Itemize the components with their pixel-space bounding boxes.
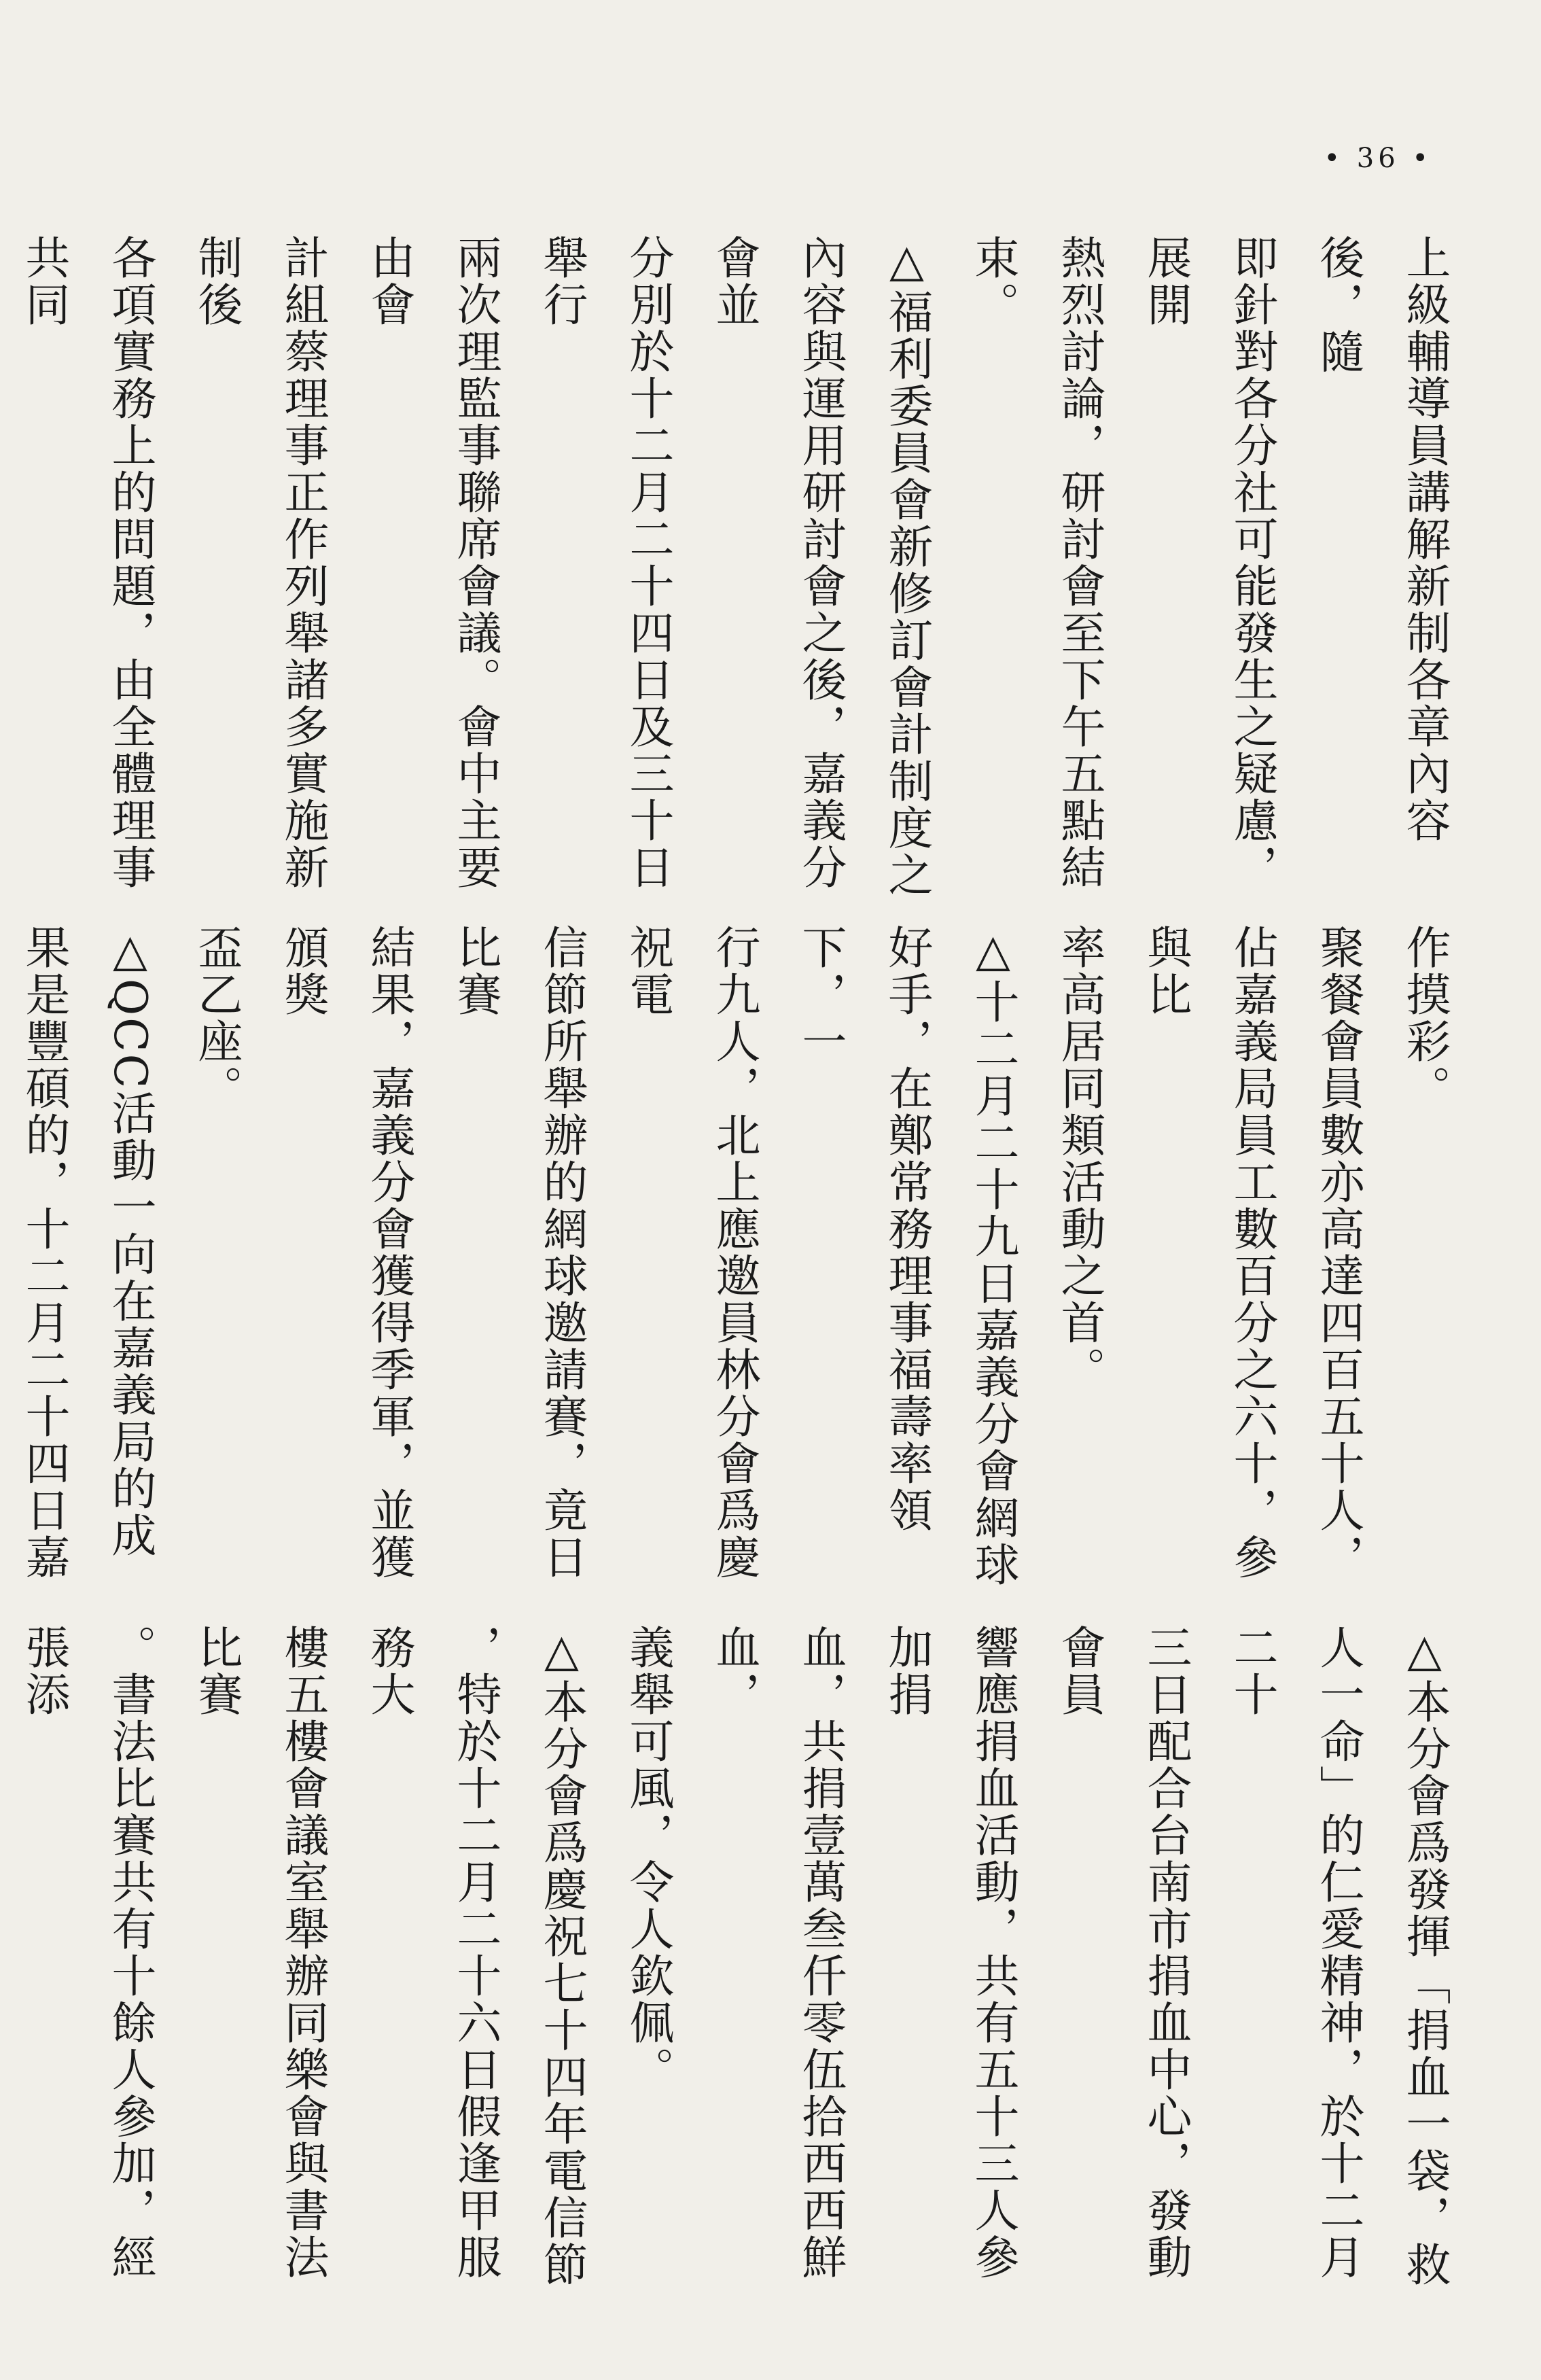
text-column: 上級輔導員講解新制各章內容後，隨: [1312, 234, 1451, 844]
text-band-bottom: [18, 1624, 1468, 2304]
page-number: • 36 •: [1324, 143, 1432, 174]
text-column: △QCC活動一向在嘉義局的成: [104, 924, 156, 1560]
text-column: △十二月二十九日嘉義分會網球: [967, 924, 1019, 1588]
text-column: 即針對各分社可能發生之疑慮，展開: [1139, 234, 1278, 891]
text-column: 熱烈討論，研討會至下午五點結束。: [967, 234, 1105, 891]
text-column: △本分會爲慶祝七十四年電信節: [535, 1624, 588, 2288]
text-column: 。書法比賽共有十餘人參加，經張添: [18, 1624, 156, 2281]
text-column: 行九人，北上應邀員林分會爲慶祝電: [622, 924, 760, 1581]
text-column: 樓五樓會議室舉辦同樂會與書法比賽: [190, 1624, 329, 2281]
text-column: 三日配合台南市捐血中心，發動會員: [1053, 1624, 1192, 2281]
text-column: 計組蔡理事正作列舉諸多實施新制後: [190, 234, 329, 891]
text-column: △本分會爲發揮「捐血一袋，救: [1398, 1624, 1451, 2288]
text-column: 血，共捐壹萬叁仟零伍拾西西鮮血，: [708, 1624, 847, 2281]
text-column: ，特於十二月二十六日假逢甲服務大: [363, 1624, 501, 2281]
text-column: 內容與運用研討會之後，嘉義分會並: [708, 234, 847, 891]
text-column: 各項實務上的問題，由全體理事共同: [18, 234, 156, 891]
text-column: 響應捐血活動，共有五十三人參加捐: [881, 1624, 1019, 2281]
text-column: 果是豐碩的，十二月二十四日嘉: [18, 924, 70, 1581]
text-column: 兩次理監事聯席會議。會中主要由會: [363, 234, 501, 891]
text-column: 聚餐會員數亦高達四百五十人，: [1312, 924, 1364, 1581]
text-column: 好手，在鄭常務理事福壽率領下，一: [794, 924, 933, 1534]
text-column: 分別於十二月二十四日及三十日舉行: [535, 234, 674, 891]
text-column: △福利委員會新修訂會計制度之: [881, 234, 933, 898]
text-band-top: [18, 234, 1468, 900]
text-column: 佔嘉義局員工數百分之六十，參與比: [1139, 924, 1278, 1581]
text-column: 人一命」的仁愛精神，於十二月二十: [1226, 1624, 1364, 2281]
text-column: 作摸彩。: [1398, 924, 1451, 1112]
text-column: 信節所舉辦的網球邀請賽，竟日比賽: [449, 924, 588, 1581]
text-column: 義舉可風，令人欽佩。: [622, 1624, 674, 2093]
text-column: 結果，嘉義分會獲得季軍，並獲頒獎: [277, 924, 415, 1581]
text-column: 率高居同類活動之首。: [1053, 924, 1105, 1393]
text-band-middle: [18, 924, 1468, 1604]
text-column: 盃乙座。: [190, 924, 243, 1112]
